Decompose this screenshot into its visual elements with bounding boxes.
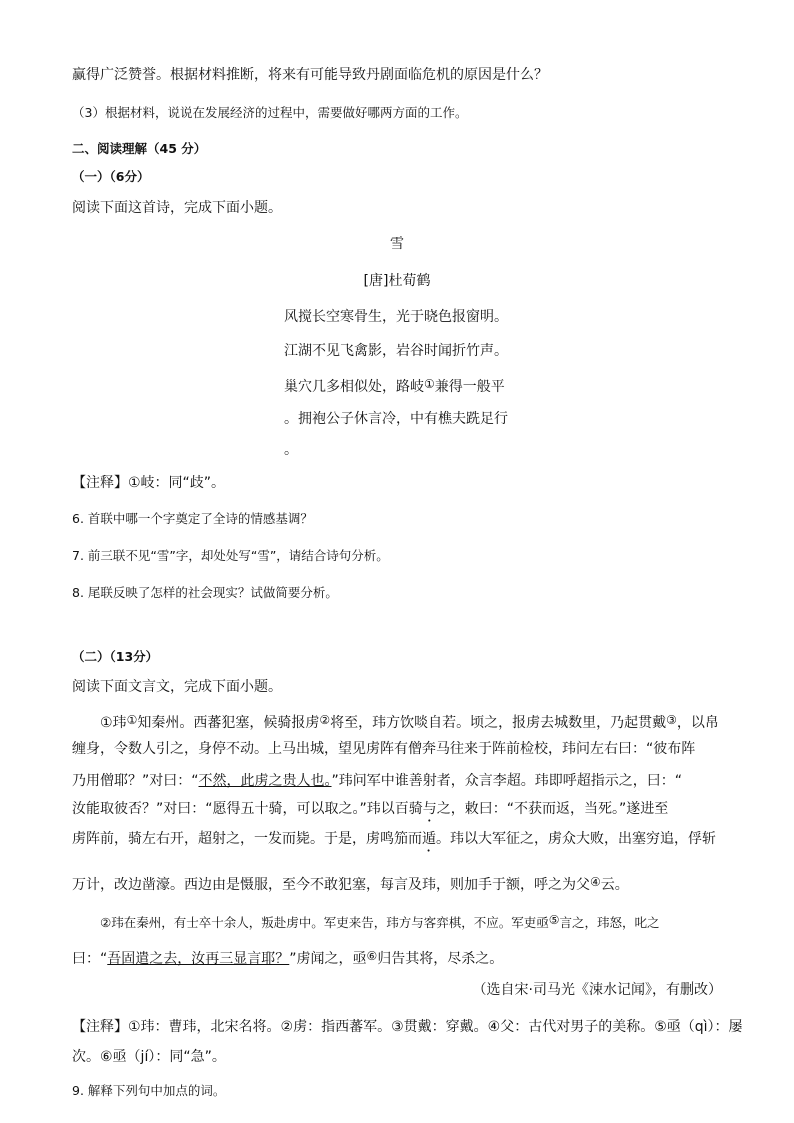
- part-2-instruction: 阅读下面文言文，完成下面小题。: [72, 679, 282, 695]
- note-marker: ①: [126, 713, 138, 727]
- prose-p1-line-3: [72, 772, 682, 790]
- prose-text: ①玮: [100, 715, 127, 731]
- prose-text: 之，敕曰：“不获而返，当死。”遂进至: [436, 801, 669, 817]
- part-2-title: （二）（13分）: [72, 649, 159, 664]
- part-1-instruction: 阅读下面这首诗，完成下面小题。: [72, 200, 282, 216]
- poem-line-3: [284, 378, 505, 396]
- prose-text: 虏阵前，骑左右开，超射之，一发而毙。于是，虏鸣笳而: [72, 831, 422, 847]
- note-marker: ②: [319, 713, 331, 727]
- poem-line-1: 风搅长空寒骨生，光于晓色报窗明。: [284, 309, 508, 325]
- dotted-word: 遁: [422, 831, 436, 847]
- poem-author: [唐]杜荀鹤: [363, 273, 431, 289]
- poem-line-2: 江湖不见飞禽影，岩谷时闻折竹声。: [284, 343, 508, 359]
- prose-p1-line-5: [72, 830, 716, 855]
- prose-text: 言之，玮怒，叱之: [559, 915, 660, 930]
- prose-text: 万计，改边凿濠。西边由是慑服，至今不敢犯塞，每言及玮，则加手于额，呼之为父: [72, 877, 590, 893]
- prose-text: ”虏闻之，亟: [289, 951, 367, 967]
- prose-p1-line-4: [72, 800, 668, 825]
- poem-line-3-part-a: 巢穴几多相似处，路岐: [284, 379, 424, 395]
- prose-text: ”玮问军中谁善射者，众言李超。玮即呼超指示之，曰：“: [331, 773, 683, 789]
- prose-text: 归告其将，尽杀之。: [377, 951, 504, 967]
- poem-line-4: 。拥袍公子休言冷，中有樵夫跣足行: [284, 411, 508, 427]
- prose-text: 曰：“: [72, 951, 108, 967]
- poem-line-3-part-b: 兼得一般平: [434, 379, 505, 395]
- prose-p1-line-6: [72, 876, 629, 894]
- prose-note-line-1: 【注释】①玮：曹玮，北宋名将。②虏：指西蕃军。③贯戴：穿戴。④父：古代对男子的美称。⑤亟（qì）：屡: [72, 1019, 743, 1035]
- poem-note: 【注释】①岐：同“歧”。: [72, 475, 226, 491]
- prose-text: 。玮以大军征之，虏众大败，出塞穷追，俘斩: [436, 831, 716, 847]
- prose-text: 知秦州。西蕃犯塞，候骑报虏: [137, 715, 320, 731]
- note-marker-1: ①: [424, 377, 435, 391]
- prose-p2-line-2: [72, 950, 503, 968]
- question-8: 8. 尾联反映了怎样的社会现实？试做简要分析。: [72, 585, 338, 600]
- prose-text: 汝能取彼否？”对曰：“愿得五十骑，可以取之。”玮以百骑: [72, 801, 423, 817]
- prose-text: ，以帛: [676, 715, 719, 731]
- prose-text: 将至，玮方饮啖自若。顷之，报虏去城数里，乃起贯戴: [330, 715, 667, 731]
- underlined-sentence: 吾固遣之去，汝再三显言耶？: [107, 951, 290, 967]
- poem-title: 雪: [390, 236, 404, 252]
- prose-source: （选自宋·司马光《涑水记闻》，有删改）: [472, 982, 722, 998]
- prose-p1-line-1: [100, 714, 719, 732]
- prose-p2-line-1: [100, 914, 660, 932]
- note-marker: ⑤: [548, 913, 560, 927]
- question-3: （3）根据材料，说说在发展经济的过程中，需要做好哪两方面的工作。: [72, 105, 468, 120]
- note-marker: ④: [590, 875, 601, 889]
- note-marker: ③: [666, 713, 677, 727]
- prose-text: ②玮在秦州，有士卒十余人，叛赴虏中。军吏来告，玮方与客弈棋，不应。军吏亟: [100, 915, 549, 930]
- part-1-title: （一）（6分）: [72, 169, 150, 184]
- note-marker: ⑥: [366, 949, 378, 963]
- question-6: 6. 首联中哪一个字奠定了全诗的情感基调？: [72, 511, 313, 526]
- prose-note-line-2: 次。⑥亟（jí）：同“急”。: [72, 1049, 226, 1065]
- question-continuation: 赢得广泛赞誉。根据材料推断，将来有可能导致丹剧面临危机的原因是什么？: [72, 67, 548, 83]
- question-7: 7. 前三联不见“雪”字，却处处写“雪”，请结合诗句分析。: [72, 548, 389, 563]
- question-9: 9. 解释下列句中加点的词。: [72, 1083, 226, 1098]
- section-2-title: 二、阅读理解（45 分）: [72, 141, 207, 156]
- dotted-word: 与: [422, 801, 437, 817]
- prose-text: 乃用僧耶？”对曰：“: [72, 773, 199, 789]
- underlined-sentence: 不然，此虏之贵人也。: [198, 773, 332, 789]
- prose-text: 云。: [600, 877, 629, 893]
- poem-line-5: 。: [284, 442, 298, 458]
- prose-p1-line-2: 缠身，令数人引之，身停不动。上马出城，望见虏阵有僧奔马往来于阵前检校，玮问左右曰：“彼布阵: [72, 741, 696, 757]
